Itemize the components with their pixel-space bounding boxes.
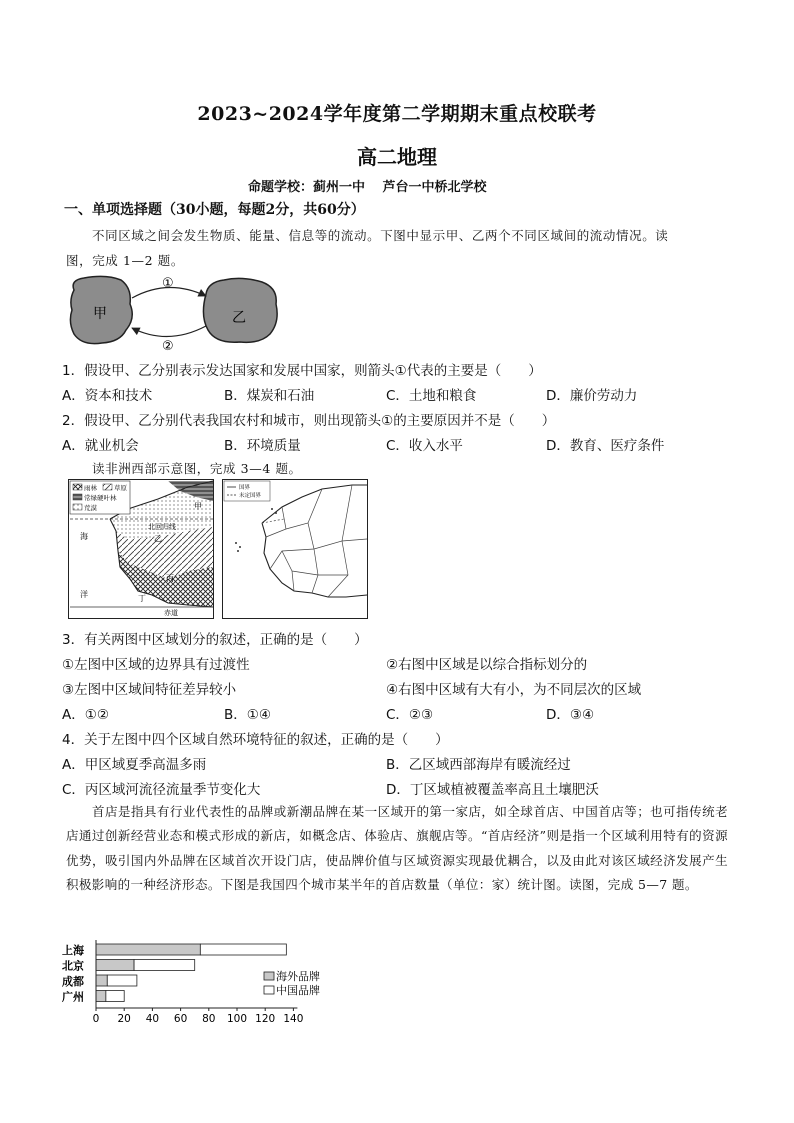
chart-x-tick-label: 80 bbox=[202, 1013, 216, 1025]
chart-x-tick-label: 140 bbox=[283, 1013, 304, 1025]
legend-desert: 荒漠 bbox=[84, 504, 97, 512]
label-tropic: 北回归线 bbox=[148, 523, 176, 531]
chart-bar-domestic bbox=[134, 960, 195, 971]
chart-legend-swatch bbox=[264, 986, 274, 994]
question-4-option-d[interactable]: D．丁区域植被覆盖率高且土壤肥沃 bbox=[386, 782, 599, 798]
question-4-option-c[interactable]: C．丙区域河流径流量季节变化大 bbox=[62, 782, 261, 798]
question-3-option-a[interactable]: A．①② bbox=[62, 707, 109, 723]
chart-legend-label: 海外品牌 bbox=[276, 970, 320, 983]
chart-x-tick-label: 0 bbox=[92, 1013, 100, 1025]
chart-bar-overseas bbox=[96, 944, 200, 955]
question-3-statement-2: ②右图中区域是以综合指标划分的 bbox=[386, 657, 588, 673]
legend-undetermined-border: 未定国界 bbox=[239, 493, 262, 499]
chart-bar-overseas bbox=[96, 975, 107, 986]
chart-x-tick-label: 60 bbox=[173, 1013, 188, 1025]
label-ding: 丁 bbox=[138, 594, 146, 603]
flow-diagram bbox=[66, 270, 286, 354]
chart-x-tick-label: 20 bbox=[117, 1013, 131, 1025]
question-1-option-d[interactable]: D．廉价劳动力 bbox=[546, 388, 638, 404]
chart-x-tick-label: 40 bbox=[145, 1013, 160, 1025]
arrow-2-label: ② bbox=[162, 339, 174, 354]
label-sea: 海 bbox=[80, 532, 88, 541]
chart-legend-swatch bbox=[264, 972, 274, 980]
chart-bar-overseas bbox=[96, 991, 106, 1002]
legend-sclerophyll: 常绿硬叶林 bbox=[84, 494, 117, 502]
chart-bar-domestic bbox=[107, 975, 137, 986]
legend-grassland: 草原 bbox=[114, 484, 127, 492]
legend-border: 国界 bbox=[239, 485, 251, 491]
left-map bbox=[68, 479, 214, 619]
chart-bar-domestic bbox=[200, 944, 286, 955]
arrow-1-label: ① bbox=[162, 276, 174, 291]
question-2-stem: 2．假设甲、乙分别代表我国农村和城市，则出现箭头①的主要原因并不是（ ） bbox=[62, 413, 556, 429]
question-3-option-d[interactable]: D．③④ bbox=[546, 707, 595, 723]
region-b-label: 乙 bbox=[232, 310, 246, 326]
question-4-option-b[interactable]: B．乙区域西部海岸有暖流经过 bbox=[386, 757, 571, 773]
chart-category-label: 北京 bbox=[62, 959, 84, 973]
first-store-chart bbox=[60, 938, 350, 1030]
question-3-statement-1: ①左图中区域的边界具有过渡性 bbox=[62, 657, 250, 673]
arrow-2 bbox=[132, 326, 206, 337]
section-title: 一、单项选择题（30小题，每题2分，共60分） bbox=[64, 202, 365, 218]
intro-line-1: 不同区域之间会发生物质、能量、信息等的流动。下图中显示甲、乙两个不同区域间的流动情况。读 bbox=[92, 228, 669, 243]
question-1-option-a[interactable]: A．资本和技术 bbox=[62, 388, 153, 404]
label-yi: 乙 bbox=[154, 534, 162, 543]
question-3-statement-4: ④右图中区域有大有小，为不同层次的区域 bbox=[386, 682, 642, 698]
intro-3-4: 读非洲西部示意图，完成 3—4 题。 bbox=[92, 461, 302, 476]
school-line: 命题学校：蓟州一中 芦台一中桥北学校 bbox=[248, 180, 487, 195]
question-1-option-b[interactable]: B．煤炭和石油 bbox=[224, 388, 315, 404]
question-3-stem: 3．有关两图中区域划分的叙述，正确的是（ ） bbox=[62, 632, 368, 648]
label-jia: 甲 bbox=[194, 502, 202, 511]
chart-category-label: 成都 bbox=[62, 975, 84, 988]
region-a-label: 甲 bbox=[93, 306, 107, 322]
question-3-option-c[interactable]: C．②③ bbox=[386, 707, 434, 723]
label-equator: 赤道 bbox=[164, 609, 178, 617]
intro-line-2: 图，完成 1—2 题。 bbox=[66, 253, 184, 268]
passage-first-store: 首店是指具有行业代表性的品牌或新潮品牌在某一区域开的第一家店，如全球首店、中国首店等；也可指传统老店通过创新经营业态和模式形成的新店，如概念店、体验店、旗舰店等。“首店经济”则是指一个区域利用特有的资源优势，吸引国内外品牌在区域首次开设门店，使品牌价值与区域资源实现最优耦合，以及由此对该区域经济发展产生积极影响的一种经济形态。下图是我国四个城市某半年的首店数量（单位：家）统计图。读图，完成 5—7 题。 bbox=[66, 804, 728, 893]
question-4-stem: 4．关于左图中四个区域自然环境特征的叙述，正确的是（ ） bbox=[62, 732, 449, 748]
question-2-option-a[interactable]: A．就业机会 bbox=[62, 438, 139, 454]
question-3-statement-3: ③左图中区域间特征差异较小 bbox=[62, 682, 237, 698]
question-2-option-b[interactable]: B．环境质量 bbox=[224, 438, 301, 454]
chart-bar-domestic bbox=[106, 991, 124, 1002]
label-ocean: 洋 bbox=[80, 590, 88, 599]
label-bing: 丙 bbox=[166, 574, 174, 583]
question-4-option-a[interactable]: A．甲区域夏季高温多雨 bbox=[62, 757, 207, 773]
chart-category-label: 上海 bbox=[62, 944, 84, 957]
chart-category-label: 广州 bbox=[62, 990, 84, 1004]
question-1-option-c[interactable]: C．土地和粮食 bbox=[386, 388, 477, 404]
chart-x-tick-label: 120 bbox=[255, 1013, 276, 1025]
question-1-stem: 1．假设甲、乙分别表示发达国家和发展中国家，则箭头①代表的主要是（ ） bbox=[62, 363, 542, 379]
legend-rainforest: 雨林 bbox=[84, 484, 97, 492]
question-2-option-d[interactable]: D．教育、医疗条件 bbox=[546, 438, 665, 454]
right-map bbox=[222, 479, 368, 619]
chart-x-tick-label: 100 bbox=[226, 1013, 248, 1025]
chart-bar-overseas bbox=[96, 960, 134, 971]
chart-legend-label: 中国品牌 bbox=[276, 984, 320, 997]
subject-title: 高二地理 bbox=[357, 145, 437, 169]
question-3-option-b[interactable]: B．①④ bbox=[224, 707, 271, 723]
question-2-option-c[interactable]: C．收入水平 bbox=[386, 438, 463, 454]
page-title: 2023~2024学年度第二学期期末重点校联考 bbox=[197, 103, 597, 125]
